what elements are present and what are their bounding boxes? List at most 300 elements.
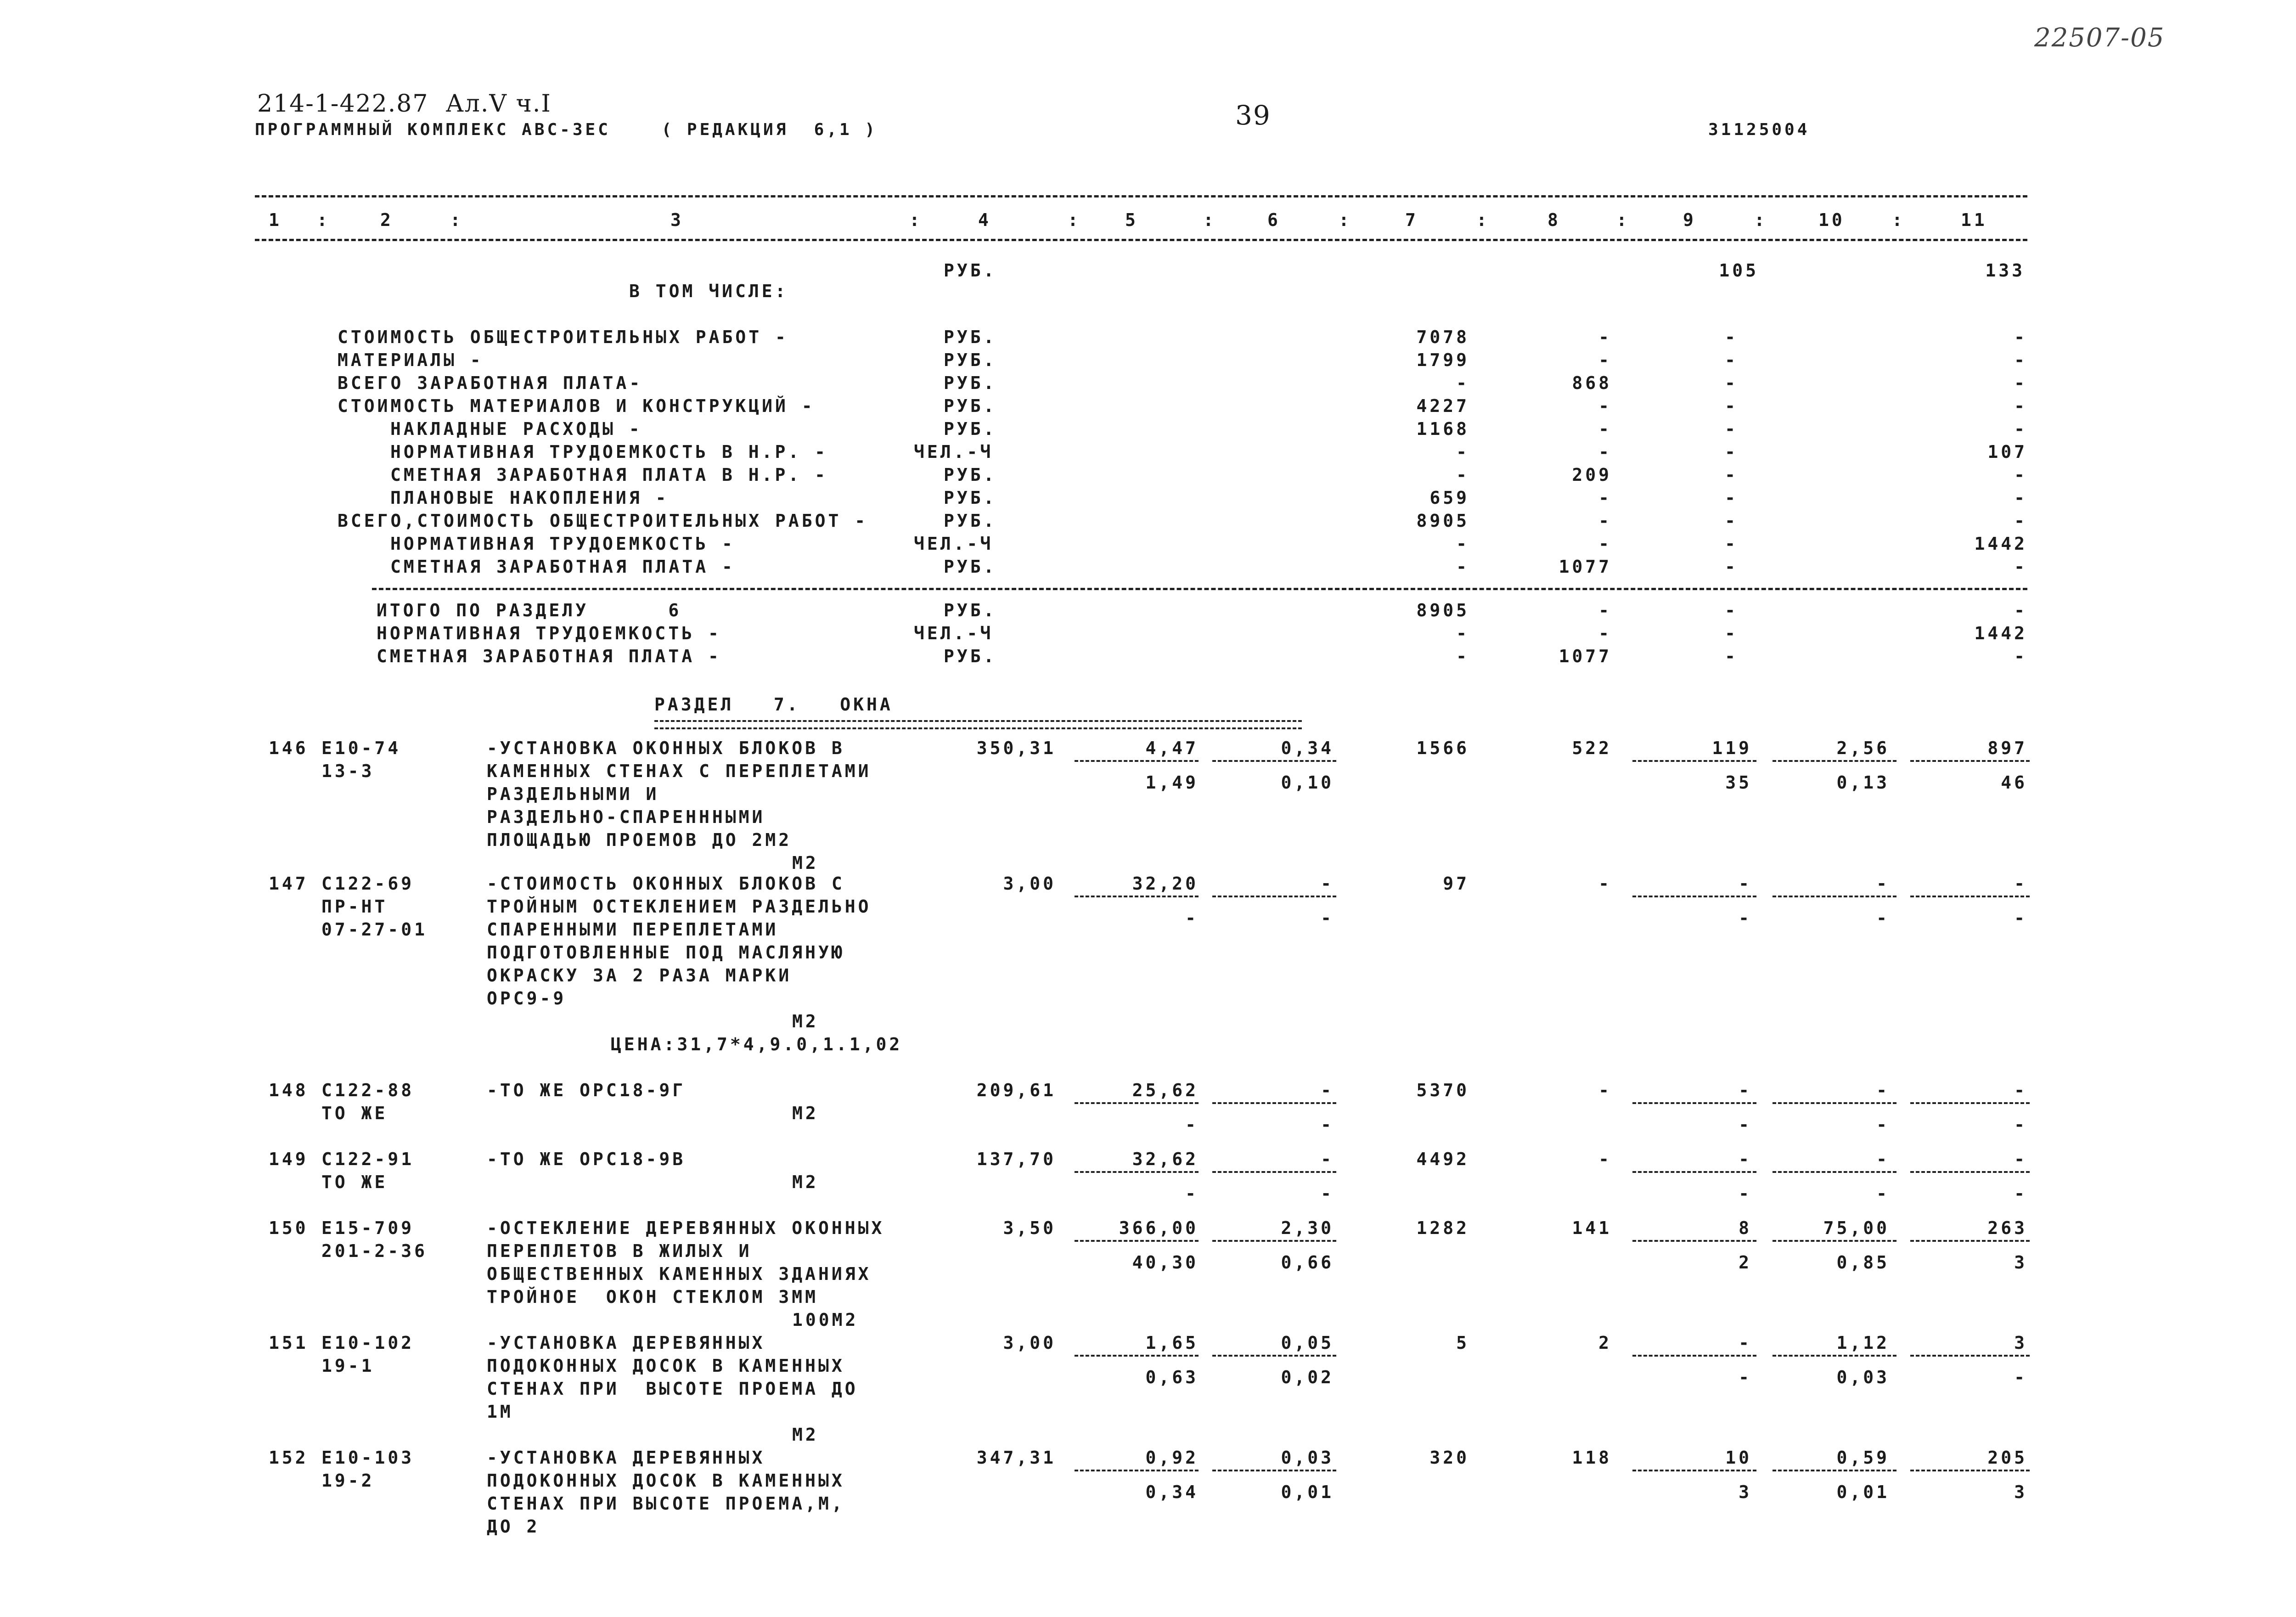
summary-row-label: СТОИМОСТЬ МАТЕРИАЛОВ И КОНСТРУКЦИЙ - — [338, 396, 815, 416]
summary-row-c11: - — [2014, 511, 2027, 531]
summary-top-label: В ТОМ ЧИСЛЕ: — [629, 281, 788, 301]
summary-row-c8: - — [1598, 488, 1612, 508]
item-description-line: -УСТАНОВКА ДЕРЕВЯННЫХ — [487, 1333, 765, 1353]
item-description-line: ПОДОКОННЫХ ДОСОК В КАМЕННЫХ — [487, 1471, 845, 1491]
totals-row-c7: - — [1456, 646, 1469, 666]
item-c9: - — [1739, 873, 1752, 894]
item-c9: 119 — [1712, 738, 1752, 758]
col-header-8: 8 — [1548, 210, 1561, 230]
item-c7: 97 — [1443, 873, 1469, 894]
summary-row-c8: - — [1598, 350, 1612, 370]
summary-row-c8: 868 — [1572, 373, 1612, 393]
item-c5: 0,92 — [1145, 1448, 1199, 1468]
col-header-1: 1 — [269, 210, 282, 230]
totals-row-unit: РУБ. — [944, 646, 997, 666]
item-c10: 0,59 — [1836, 1448, 1890, 1468]
item-c10-secondary: - — [1876, 908, 1890, 928]
col-separator: : — [1476, 210, 1490, 230]
item-c8: 2 — [1598, 1333, 1612, 1353]
summary-row-c8: - — [1598, 511, 1612, 531]
item-c8: - — [1598, 1149, 1612, 1169]
item-unit: М2 — [792, 1103, 819, 1123]
summary-row-c9: - — [1725, 442, 1738, 462]
item-c5-secondary: 40,30 — [1132, 1252, 1199, 1273]
item-c7: 1566 — [1416, 738, 1469, 758]
item-c10: 2,56 — [1836, 738, 1890, 758]
value-divider — [1773, 1102, 1896, 1104]
summary-row-label: СМЕТНАЯ ЗАРАБОТНАЯ ПЛАТА В Н.Р. - — [390, 465, 828, 485]
item-c9-secondary: - — [1739, 1115, 1752, 1135]
item-description-line: ОБЩЕСТВЕННЫХ КАМЕННЫХ ЗДАНИЯХ — [487, 1264, 872, 1284]
item-c6: - — [1321, 1080, 1334, 1100]
summary-row-c7: - — [1456, 557, 1469, 577]
item-code: 19-1 — [321, 1356, 375, 1376]
item-description-line: -УСТАНОВКА ДЕРЕВЯННЫХ — [487, 1448, 765, 1468]
totals-row-c9: - — [1725, 600, 1738, 620]
item-c6: 0,05 — [1281, 1333, 1334, 1353]
item-c10: 1,12 — [1836, 1333, 1890, 1353]
summary-row-c11: - — [2014, 465, 2027, 485]
item-c11: 897 — [1987, 738, 2027, 758]
item-code: С122-69 — [321, 873, 415, 894]
value-divider — [1632, 1171, 1756, 1173]
summary-row-label: НОРМАТИВНАЯ ТРУДОЕМКОСТЬ В Н.Р. - — [390, 442, 828, 462]
summary-row-c9: - — [1725, 350, 1738, 370]
item-code: С122-91 — [321, 1149, 415, 1169]
item-c7: 5370 — [1416, 1080, 1469, 1100]
value-divider — [1910, 1470, 2030, 1471]
value-divider — [1632, 1102, 1756, 1104]
item-c10-secondary: 0,01 — [1836, 1482, 1890, 1502]
item-quantity: 209,61 — [976, 1080, 1056, 1100]
summary-row-c7: - — [1456, 465, 1469, 485]
summary-row-label: СМЕТНАЯ ЗАРАБОТНАЯ ПЛАТА - — [390, 557, 735, 577]
item-description-line: ПЕРЕПЛЕТОВ В ЖИЛЫХ И — [487, 1241, 752, 1261]
value-divider — [1212, 896, 1336, 897]
summary-row-c7: 1168 — [1416, 419, 1469, 439]
item-c11-secondary: 46 — [2001, 772, 2027, 793]
summary-row-c7: 4227 — [1416, 396, 1469, 416]
item-description-line: ПЛОЩАДЬЮ ПРОЕМОВ ДО 2М2 — [487, 830, 792, 850]
item-c6-secondary: 0,66 — [1281, 1252, 1334, 1273]
item-number: 149 — [269, 1149, 309, 1169]
value-divider — [1075, 1102, 1199, 1104]
item-c5: 366,00 — [1119, 1218, 1199, 1238]
value-divider — [1910, 1240, 2030, 1242]
summary-top-c9: 105 — [1719, 260, 1759, 281]
item-c9: 8 — [1739, 1218, 1752, 1238]
corner-stamp: 22507-05 — [2034, 23, 2165, 53]
totals-row-c7: - — [1456, 623, 1469, 643]
value-divider — [1212, 760, 1336, 762]
item-quantity: 137,70 — [976, 1149, 1056, 1169]
item-c5: 32,62 — [1132, 1149, 1199, 1169]
summary-row-c9: - — [1725, 327, 1738, 347]
item-c5: 25,62 — [1132, 1080, 1199, 1100]
value-divider — [1910, 1171, 2030, 1173]
value-divider — [1212, 1470, 1336, 1471]
summary-row-unit: РУБ. — [944, 557, 997, 577]
summary-row-c8: 1077 — [1559, 557, 1612, 577]
col-header-5: 5 — [1125, 210, 1138, 230]
item-c5-secondary: - — [1185, 1183, 1199, 1204]
item-code: ТО ЖЕ — [321, 1172, 388, 1192]
summary-row-label: НОРМАТИВНАЯ ТРУДОЕМКОСТЬ - — [390, 534, 735, 554]
item-c5: 32,20 — [1132, 873, 1199, 894]
summary-row-c7: 1799 — [1416, 350, 1469, 370]
item-description-line: ТРОЙНОЕ ОКОН СТЕКЛОМ 3ММ — [487, 1287, 818, 1307]
summary-row-c7: - — [1456, 373, 1469, 393]
item-c8: 522 — [1572, 738, 1612, 758]
value-divider — [1910, 1102, 2030, 1104]
summary-row-c11: - — [2014, 488, 2027, 508]
summary-top-unit: РУБ. — [944, 260, 997, 281]
col-header-10: 10 — [1818, 210, 1845, 230]
item-unit: М2 — [792, 853, 819, 873]
item-description-line: ОРС9-9 — [487, 988, 567, 1009]
item-description-line: СТЕНАХ ПРИ ВЫСОТЕ ПРОЕМА ДО — [487, 1379, 858, 1399]
value-divider — [1632, 1470, 1756, 1471]
item-unit: М2 — [792, 1172, 819, 1192]
value-divider — [1075, 896, 1199, 897]
item-c6-secondary: - — [1321, 1115, 1334, 1135]
value-divider — [1910, 896, 2030, 897]
summary-row-c8: 209 — [1572, 465, 1612, 485]
value-divider — [1075, 1355, 1199, 1357]
totals-row-c9: - — [1725, 623, 1738, 643]
item-description-line: КАМЕННЫХ СТЕНАХ С ПЕРЕПЛЕТАМИ — [487, 761, 872, 781]
summary-row-unit: РУБ. — [944, 511, 997, 531]
item-code: 07-27-01 — [321, 919, 428, 940]
value-divider — [1632, 1240, 1756, 1242]
summary-row-unit: РУБ. — [944, 396, 997, 416]
item-number: 146 — [269, 738, 309, 758]
header-rule-top — [255, 195, 2027, 197]
item-code: Е10-74 — [321, 738, 401, 758]
item-unit: М2 — [792, 1425, 819, 1445]
page-number: 39 — [1235, 100, 1271, 131]
col-separator: : — [317, 210, 330, 230]
item-c6: 2,30 — [1281, 1218, 1334, 1238]
item-c10: - — [1876, 1149, 1890, 1169]
item-c5-secondary: - — [1185, 1115, 1199, 1135]
totals-row-c8: 1077 — [1559, 646, 1612, 666]
value-divider — [1212, 1102, 1336, 1104]
summary-row-c11: 107 — [1987, 442, 2027, 462]
value-divider — [1212, 1240, 1336, 1242]
summary-row-unit: РУБ. — [944, 419, 997, 439]
item-code: Е15-709 — [321, 1218, 415, 1238]
summary-row-c7: 8905 — [1416, 511, 1469, 531]
item-c6-secondary: - — [1321, 908, 1334, 928]
item-c11: - — [2014, 873, 2027, 894]
item-c11-secondary: 3 — [2014, 1482, 2027, 1502]
item-code: 201-2-36 — [321, 1241, 428, 1261]
col-header-2: 2 — [380, 210, 394, 230]
value-divider — [1075, 1171, 1199, 1173]
item-unit: 100М2 — [792, 1310, 859, 1330]
item-number: 150 — [269, 1218, 309, 1238]
item-number: 151 — [269, 1333, 309, 1353]
value-divider — [1632, 896, 1756, 897]
item-c8: 141 — [1572, 1218, 1612, 1238]
totals-row-c8: - — [1598, 600, 1612, 620]
item-unit: М2 — [792, 1011, 819, 1031]
item-code: ТО ЖЕ — [321, 1103, 388, 1123]
summary-row-c9: - — [1725, 465, 1738, 485]
summary-row-c9: - — [1725, 373, 1738, 393]
summary-row-label: НАКЛАДНЫЕ РАСХОДЫ - — [390, 419, 642, 439]
item-c10-secondary: 0,03 — [1836, 1367, 1890, 1387]
item-c11-secondary: - — [2014, 1115, 2027, 1135]
summary-row-label: ВСЕГО ЗАРАБОТНАЯ ПЛАТА- — [338, 373, 643, 393]
item-quantity: 3,00 — [1003, 1333, 1056, 1353]
item-c9-secondary: - — [1739, 1367, 1752, 1387]
summary-row-c11: - — [2014, 373, 2027, 393]
summary-row-c11: - — [2014, 327, 2027, 347]
item-c8: 118 — [1572, 1448, 1612, 1468]
value-divider — [1075, 1240, 1199, 1242]
item-c7: 1282 — [1416, 1218, 1469, 1238]
item-c5: 1,65 — [1145, 1333, 1199, 1353]
item-description-line: 1М — [487, 1402, 513, 1422]
item-c6-secondary: 0,02 — [1281, 1367, 1334, 1387]
section-title-underline — [654, 720, 1302, 729]
summary-row-c8: - — [1598, 419, 1612, 439]
col-header-6: 6 — [1267, 210, 1281, 230]
item-description-line: ОКРАСКУ ЗА 2 РАЗА МАРКИ — [487, 965, 792, 986]
item-c9: 10 — [1725, 1448, 1752, 1468]
program-line: ПРОГРАММНЫЙ КОМПЛЕКС АВС-ЗЕС ( РЕДАКЦИЯ 6,1 ) — [255, 120, 878, 139]
summary-row-unit: РУБ. — [944, 327, 997, 347]
item-c5-secondary: 1,49 — [1145, 772, 1199, 793]
value-divider — [1075, 1470, 1199, 1471]
section-title: РАЗДЕЛ 7. ОКНА — [654, 694, 893, 715]
item-c9-secondary: - — [1739, 908, 1752, 928]
item-c11-secondary: - — [2014, 1367, 2027, 1387]
item-c9: - — [1739, 1333, 1752, 1353]
item-c9-secondary: 3 — [1739, 1482, 1752, 1502]
summary-row-c7: - — [1456, 442, 1469, 462]
item-c8: - — [1598, 1080, 1612, 1100]
item-c11: 263 — [1987, 1218, 2027, 1238]
summary-row-unit: ЧЕЛ.-Ч — [914, 534, 994, 554]
summary-row-c11: - — [2014, 350, 2027, 370]
summary-row-c8: - — [1598, 327, 1612, 347]
item-c10: - — [1876, 873, 1890, 894]
item-code: 19-2 — [321, 1471, 375, 1491]
item-quantity: 3,50 — [1003, 1218, 1056, 1238]
col-separator: : — [1616, 210, 1630, 230]
item-description-line: -СТОИМОСТЬ ОКОННЫХ БЛОКОВ С — [487, 873, 845, 894]
summary-row-c8: - — [1598, 534, 1612, 554]
summary-row-c9: - — [1725, 396, 1738, 416]
totals-row-c11: - — [2014, 646, 2027, 666]
item-c11: 205 — [1987, 1448, 2027, 1468]
item-c10: - — [1876, 1080, 1890, 1100]
summary-row-unit: РУБ. — [944, 465, 997, 485]
item-description-line: ДО 2 — [487, 1516, 540, 1537]
item-c10-secondary: - — [1876, 1183, 1890, 1204]
item-quantity: 350,31 — [976, 738, 1056, 758]
value-divider — [1773, 896, 1896, 897]
summary-row-c7: - — [1456, 534, 1469, 554]
item-description-line: -УСТАНОВКА ОКОННЫХ БЛОКОВ В — [487, 738, 845, 758]
totals-row-c11: 1442 — [1974, 623, 2027, 643]
item-c10-secondary: 0,85 — [1836, 1252, 1890, 1273]
summary-row-unit: ЧЕЛ.-Ч — [914, 442, 994, 462]
summary-row-c9: - — [1725, 534, 1738, 554]
col-header-3: 3 — [670, 210, 684, 230]
col-separator: : — [1754, 210, 1767, 230]
item-c6-secondary: 0,10 — [1281, 772, 1334, 793]
item-c11: 3 — [2014, 1333, 2027, 1353]
value-divider — [1632, 760, 1756, 762]
item-description-line: РАЗДЕЛЬНЫМИ И — [487, 784, 659, 804]
item-c11-secondary: - — [2014, 1183, 2027, 1204]
summary-row-c11: 1442 — [1974, 534, 2027, 554]
item-c6: 0,03 — [1281, 1448, 1334, 1468]
item-c9-secondary: 35 — [1725, 772, 1752, 793]
col-separator: : — [1892, 210, 1905, 230]
totals-row-label: СМЕТНАЯ ЗАРАБОТНАЯ ПЛАТА - — [377, 646, 721, 666]
value-divider — [1212, 1355, 1336, 1357]
value-divider — [1075, 760, 1199, 762]
summary-row-c11: - — [2014, 419, 2027, 439]
item-c6: 0,34 — [1281, 738, 1334, 758]
summary-row-label: МАТЕРИАЛЫ - — [338, 350, 484, 370]
item-code: Е10-103 — [321, 1448, 415, 1468]
col-separator: : — [450, 210, 463, 230]
col-separator: : — [1339, 210, 1352, 230]
item-number: 147 — [269, 873, 309, 894]
code-number: 31125004 — [1708, 120, 1810, 139]
totals-row-unit: ЧЕЛ.-Ч — [914, 623, 994, 643]
value-divider — [1212, 1171, 1336, 1173]
summary-row-c11: - — [2014, 396, 2027, 416]
item-c11-secondary: - — [2014, 908, 2027, 928]
value-divider — [1773, 1171, 1896, 1173]
summary-row-label: ВСЕГО,СТОИМОСТЬ ОБЩЕСТРОИТЕЛЬНЫХ РАБОТ - — [338, 511, 868, 531]
totals-row-c9: - — [1725, 646, 1738, 666]
item-description-line: -ОСТЕКЛЕНИЕ ДЕРЕВЯННЫХ ОКОННЫХ — [487, 1218, 885, 1238]
item-code: ПР-НТ — [321, 896, 388, 917]
item-description-line: СПАРЕННЫМИ ПЕРЕПЛЕТАМИ — [487, 919, 779, 940]
summary-top-c11: 133 — [1985, 260, 2025, 281]
item-c9: - — [1739, 1080, 1752, 1100]
doc-code: 214-1-422.87 Ал.V ч.I — [257, 90, 551, 118]
summary-row-c8: - — [1598, 442, 1612, 462]
summary-row-unit: РУБ. — [944, 373, 997, 393]
summary-row-c11: - — [2014, 557, 2027, 577]
item-price-note: ЦЕНА:31,7*4,9.0,1.1,02 — [611, 1034, 903, 1054]
totals-row-label: НОРМАТИВНАЯ ТРУДОЕМКОСТЬ - — [377, 623, 721, 643]
item-description-line: РАЗДЕЛЬНО-СПАРЕНННЫМИ — [487, 807, 765, 827]
value-divider — [1910, 1355, 2030, 1357]
summary-row-c9: - — [1725, 488, 1738, 508]
item-c9-secondary: 2 — [1739, 1252, 1752, 1273]
col-separator: : — [1068, 210, 1081, 230]
summary-row-c9: - — [1725, 419, 1738, 439]
item-quantity: 3,00 — [1003, 873, 1056, 894]
totals-row-c7: 8905 — [1416, 600, 1469, 620]
summary-row-c9: - — [1725, 557, 1738, 577]
header-rule-bottom — [255, 239, 2027, 241]
item-c10-secondary: 0,13 — [1836, 772, 1890, 793]
col-header-9: 9 — [1683, 210, 1696, 230]
col-separator: : — [1203, 210, 1216, 230]
item-description-line: СТЕНАХ ПРИ ВЫСОТЕ ПРОЕМА,М, — [487, 1493, 845, 1514]
item-c9: - — [1739, 1149, 1752, 1169]
item-c11: - — [2014, 1149, 2027, 1169]
item-c7: 4492 — [1416, 1149, 1469, 1169]
value-divider — [1773, 1240, 1896, 1242]
item-code: 13-3 — [321, 761, 375, 781]
item-c6-secondary: 0,01 — [1281, 1482, 1334, 1502]
item-number: 148 — [269, 1080, 309, 1100]
totals-row-unit: РУБ. — [944, 600, 997, 620]
item-description-line: ПОДОКОННЫХ ДОСОК В КАМЕННЫХ — [487, 1356, 845, 1376]
item-description-line: ТРОЙНЫМ ОСТЕКЛЕНИЕМ РАЗДЕЛЬНО — [487, 896, 872, 917]
item-c8: - — [1598, 873, 1612, 894]
item-c9-secondary: - — [1739, 1183, 1752, 1204]
item-c11: - — [2014, 1080, 2027, 1100]
item-c6-secondary: - — [1321, 1183, 1334, 1204]
col-header-7: 7 — [1405, 210, 1418, 230]
item-c5-secondary: 0,34 — [1145, 1482, 1199, 1502]
item-c6: - — [1321, 1149, 1334, 1169]
item-c10-secondary: - — [1876, 1115, 1890, 1135]
col-separator: : — [909, 210, 923, 230]
item-code: С122-88 — [321, 1080, 415, 1100]
totals-row-c8: - — [1598, 623, 1612, 643]
value-divider — [1773, 760, 1896, 762]
value-divider — [1773, 1470, 1896, 1471]
item-quantity: 347,31 — [976, 1448, 1056, 1468]
item-c5-secondary: 0,63 — [1145, 1367, 1199, 1387]
summary-row-unit: РУБ. — [944, 488, 997, 508]
item-c6: - — [1321, 873, 1334, 894]
item-c7: 320 — [1429, 1448, 1469, 1468]
summary-row-unit: РУБ. — [944, 350, 997, 370]
summary-row-label: СТОИМОСТЬ ОБЩЕСТРОИТЕЛЬНЫХ РАБОТ - — [338, 327, 788, 347]
summary-row-label: ПЛАНОВЫЕ НАКОПЛЕНИЯ - — [390, 488, 669, 508]
item-code: Е10-102 — [321, 1333, 415, 1353]
item-c5-secondary: - — [1185, 908, 1199, 928]
summary-row-c8: - — [1598, 396, 1612, 416]
item-description-line: ПОДГОТОВЛЕННЫЕ ПОД МАСЛЯНУЮ — [487, 942, 845, 963]
summary-row-c7: 659 — [1429, 488, 1469, 508]
item-c10: 75,00 — [1823, 1218, 1890, 1238]
totals-rule — [372, 588, 2027, 590]
col-header-4: 4 — [978, 210, 991, 230]
column-header-row — [0, 211, 2296, 234]
item-number: 152 — [269, 1448, 309, 1468]
item-c11-secondary: 3 — [2014, 1252, 2027, 1273]
item-c7: 5 — [1456, 1333, 1469, 1353]
item-description-line: -ТО ЖЕ ОРС18-9В — [487, 1149, 686, 1169]
summary-row-c7: 7078 — [1416, 327, 1469, 347]
value-divider — [1910, 760, 2030, 762]
col-header-11: 11 — [1961, 210, 1987, 230]
item-c5: 4,47 — [1145, 738, 1199, 758]
summary-row-c9: - — [1725, 511, 1738, 531]
value-divider — [1632, 1355, 1756, 1357]
totals-row-label: ИТОГО ПО РАЗДЕЛУ 6 — [377, 600, 682, 620]
value-divider — [1773, 1355, 1896, 1357]
item-description-line: -ТО ЖЕ ОРС18-9Г — [487, 1080, 686, 1100]
totals-row-c11: - — [2014, 600, 2027, 620]
